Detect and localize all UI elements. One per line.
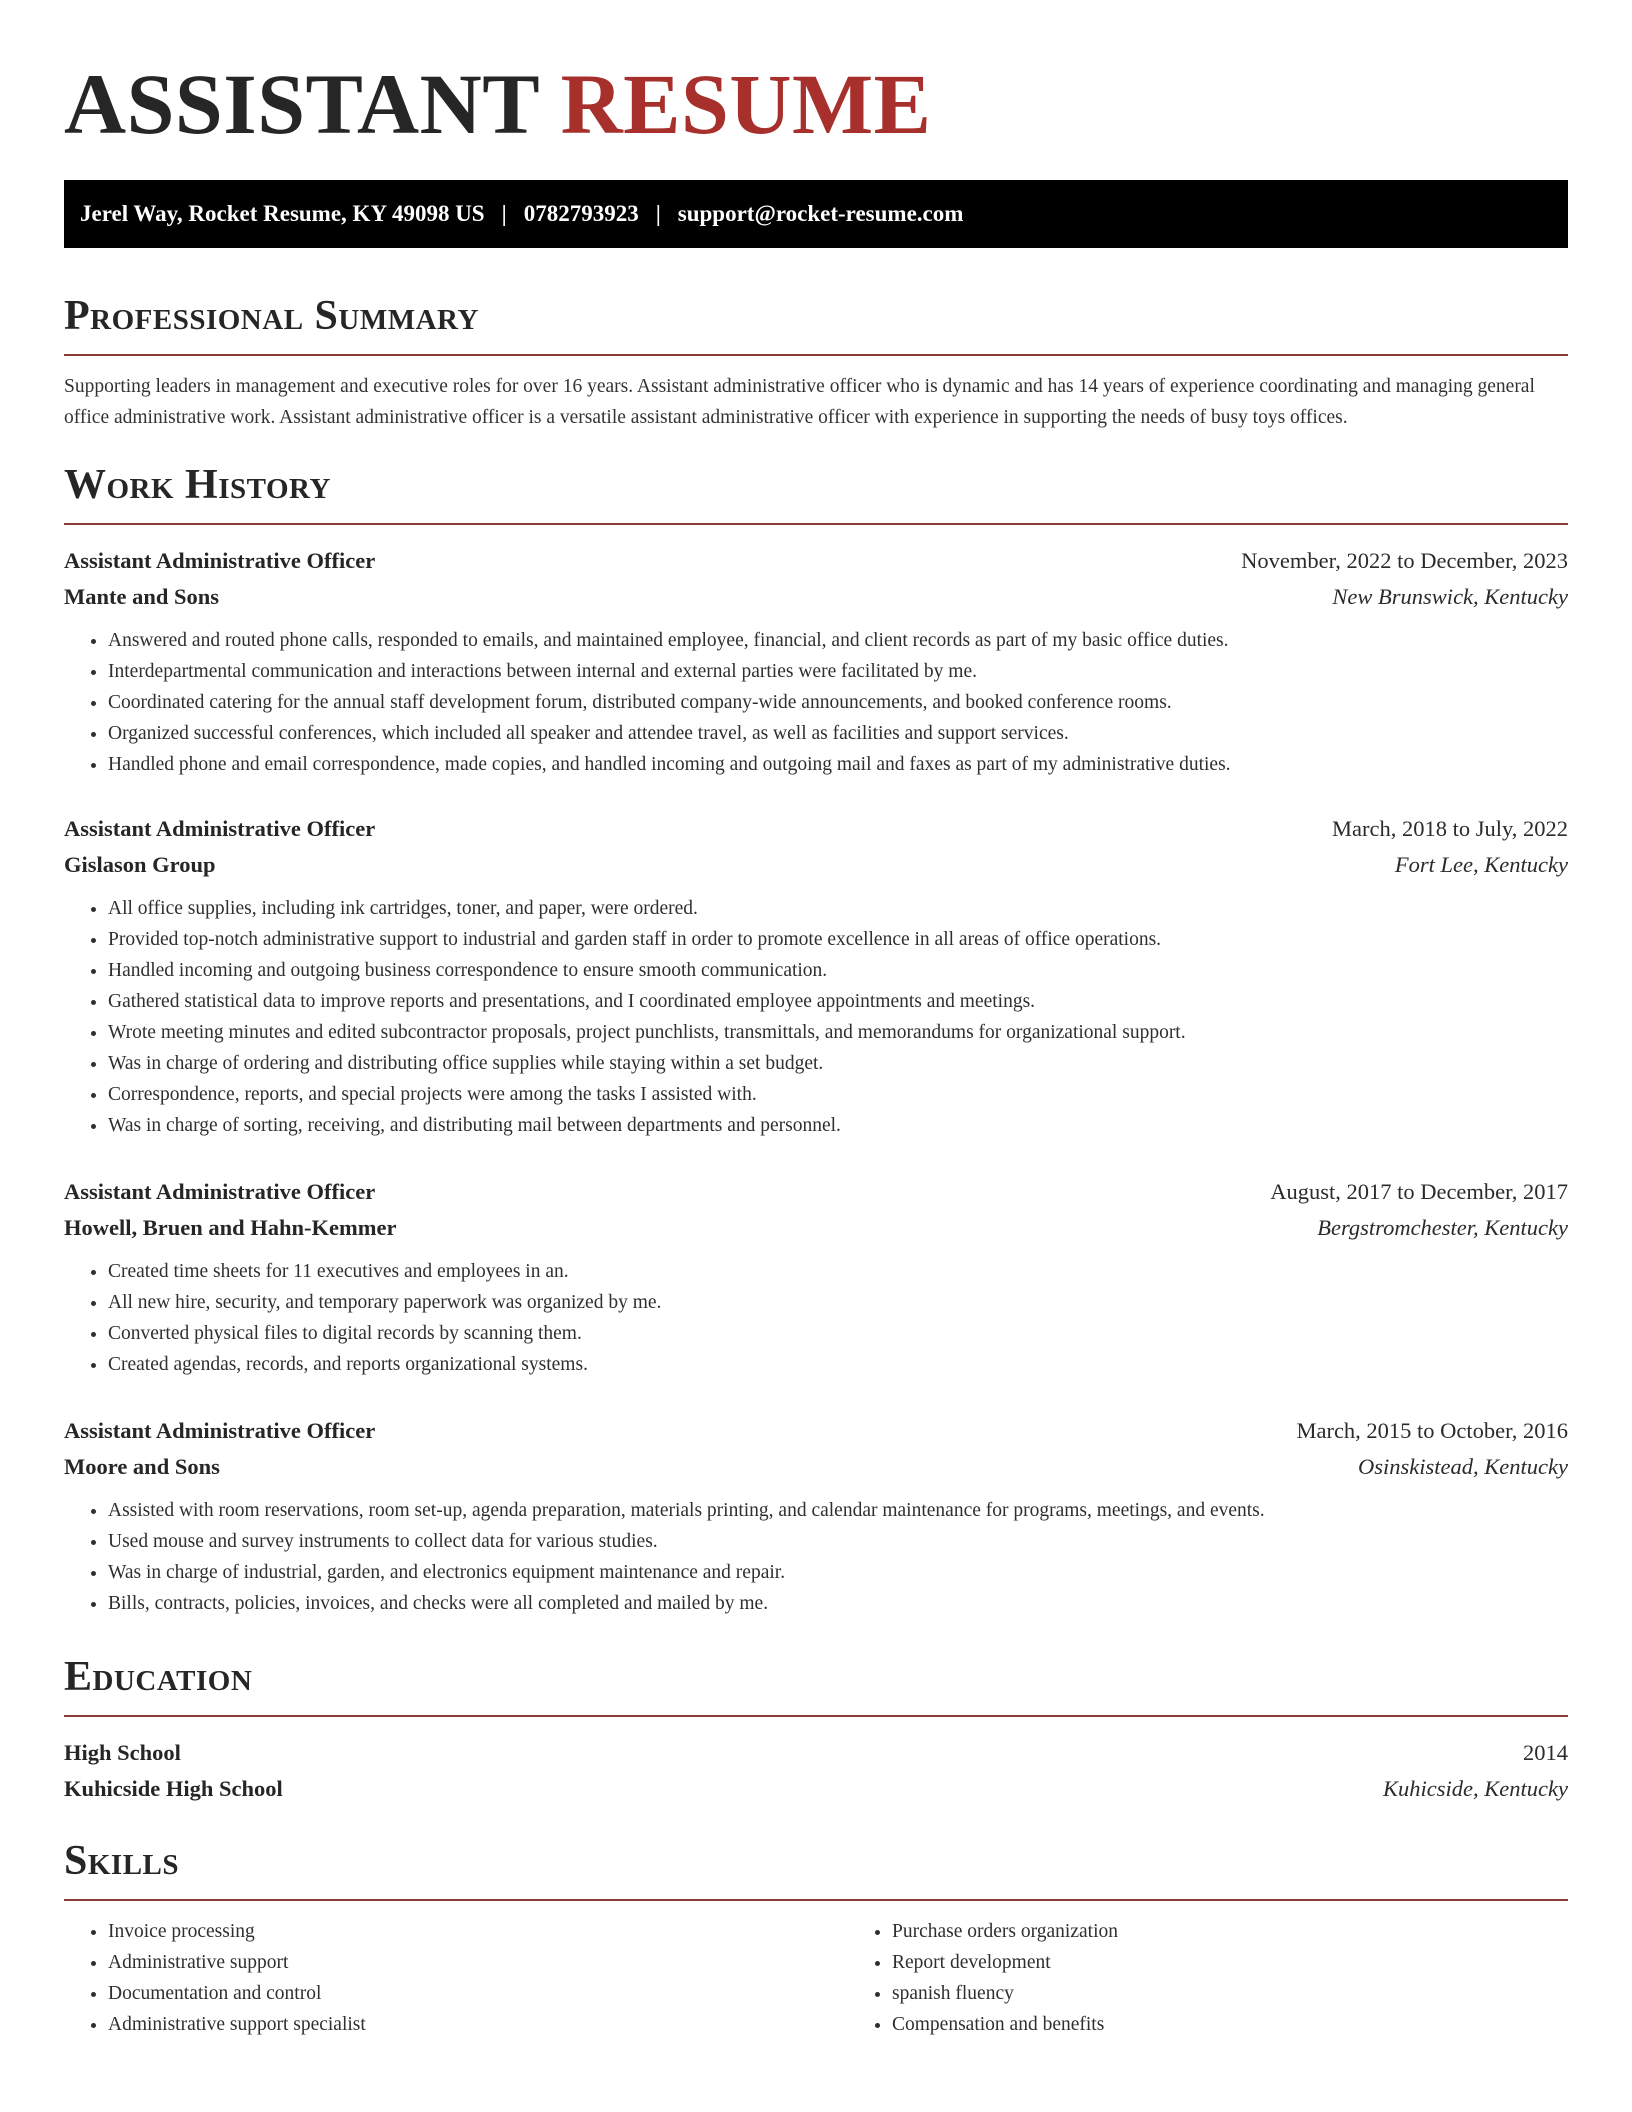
job-location: Fort Lee, Kentucky (1394, 852, 1568, 877)
job-dates: March, 2015 to October, 2016 (1296, 1418, 1568, 1443)
job-duty: • All new hire, security, and temporary paperwork was organized by me. (108, 1287, 1568, 1318)
contact-bar (64, 180, 1568, 248)
job-company: Moore and Sons (64, 1454, 220, 1479)
job-duty: • Converted physical files to digital records by scanning them. (108, 1318, 1568, 1349)
resume-content (64, 0, 1568, 2040)
skill-item: • Administrative support (108, 1947, 848, 1978)
skill-item: • Administrative support specialist (108, 2009, 848, 2040)
job-company-row (64, 579, 1568, 615)
job-duty: • Handled incoming and outgoing business correspondence to ensure smooth communication. (108, 955, 1568, 986)
job-duty: • Interdepartmental communication and interactions between internal and external parties were facilitated by me. (108, 656, 1568, 687)
title-main: ASSISTANT (64, 56, 539, 152)
job-duty: • Created agendas, records, and reports organizational systems. (108, 1349, 1568, 1380)
job-company-row (64, 1449, 1568, 1485)
job-duty: • Used mouse and survey instruments to collect data for various studies. (108, 1526, 1568, 1557)
job-duty: • Created time sheets for 11 executives and employees in an. (108, 1256, 1568, 1287)
job-duties-list (64, 1256, 1568, 1380)
resume-title (64, 58, 1568, 150)
education-section (64, 1653, 1568, 1807)
job-dates: March, 2018 to July, 2022 (1331, 816, 1568, 841)
job-title: Assistant Administrative Officer (64, 1179, 376, 1204)
job-duty: • Was in charge of sorting, receiving, and distributing mail between departments and personnel. (108, 1110, 1568, 1141)
job-duties-list (64, 893, 1568, 1141)
job-dates: August, 2017 to December, 2017 (1270, 1179, 1568, 1204)
job-dates: November, 2022 to December, 2023 (1241, 548, 1568, 573)
section-heading-work-history: Work History (64, 461, 1568, 525)
education-degree: High School (64, 1740, 181, 1765)
job-entry (64, 1413, 1568, 1619)
job-company: Gislason Group (64, 852, 216, 877)
skills-column-2 (848, 1916, 1118, 2040)
job-duty: • Handled phone and email correspondence, made copies, and handled incoming and outgoing mail and faxes as part of my administrative duties. (108, 749, 1568, 780)
education-school-row (64, 1771, 1568, 1807)
contact-separator: | (501, 201, 507, 226)
skill-item: • Compensation and benefits (892, 2009, 1118, 2040)
job-duty: • All office supplies, including ink cartridges, toner, and paper, were ordered. (108, 893, 1568, 924)
contact-email: support@rocket-resume.com (677, 201, 964, 226)
contact-address: Jerel Way, Rocket Resume, KY 49098 US (80, 201, 485, 226)
job-entry (64, 543, 1568, 780)
skill-item: • Documentation and control (108, 1978, 848, 2009)
job-title: Assistant Administrative Officer (64, 816, 376, 841)
job-title-row (64, 811, 1568, 847)
job-title: Assistant Administrative Officer (64, 1418, 376, 1443)
job-duty: • Wrote meeting minutes and edited subcontractor proposals, project punchlists, transmittals, and memorandums for organizational support. (108, 1017, 1568, 1048)
job-title-row (64, 1413, 1568, 1449)
section-heading-education: Education (64, 1653, 1568, 1717)
job-duty: • Provided top-notch administrative support to industrial and garden staff in order to promote excellence in all areas of office operations. (108, 924, 1568, 955)
education-school: Kuhicside High School (64, 1776, 283, 1801)
job-duty: • Bills, contracts, policies, invoices, and checks were all completed and mailed by me. (108, 1588, 1568, 1619)
skills-column-1 (64, 1916, 848, 2040)
job-entry (64, 811, 1568, 1141)
skills-section (64, 1837, 1568, 2040)
job-entry (64, 1174, 1568, 1380)
work-history-section (64, 461, 1568, 1619)
skill-item: • Purchase orders organization (892, 1916, 1118, 1947)
skill-item: • Report development (892, 1947, 1118, 1978)
education-entry (64, 1735, 1568, 1807)
contact-separator: | (655, 201, 661, 226)
contact-phone: 0782793923 (523, 201, 639, 226)
section-heading-summary: Professional Summary (64, 292, 1568, 356)
job-location: New Brunswick, Kentucky (1332, 584, 1568, 609)
job-duties-list (64, 625, 1568, 780)
summary-text: Supporting leaders in management and executive roles for over 16 years. Assistant administrative officer who is dynamic and has 14 years of experience coordinating and managing general office administrative work. Assistant administrative officer is a versatile assistant administrative officer with experience in supporting the needs of busy toys offices. (64, 376, 1535, 428)
education-degree-row (64, 1735, 1568, 1771)
job-duty: • Correspondence, reports, and special projects were among the tasks I assisted with. (108, 1079, 1568, 1110)
job-duty: • Answered and routed phone calls, responded to emails, and maintained employee, financial, and client records as part of my basic office duties. (108, 625, 1568, 656)
section-heading-skills: Skills (64, 1837, 1568, 1901)
title-accent: RESUME (560, 56, 932, 152)
skill-item: • Invoice processing (108, 1916, 848, 1947)
education-location: Kuhicside, Kentucky (1383, 1776, 1568, 1801)
job-duty: • Assisted with room reservations, room set-up, agenda preparation, materials printing, and calendar maintenance for programs, meetings, and events. (108, 1495, 1568, 1526)
job-title: Assistant Administrative Officer (64, 548, 376, 573)
job-duty: • Organized successful conferences, which included all speaker and attendee travel, as well as facilities and support services. (108, 718, 1568, 749)
job-duty: • Was in charge of ordering and distributing office supplies while staying within a set budget. (108, 1048, 1568, 1079)
job-title-row (64, 1174, 1568, 1210)
education-year: 2014 (1523, 1740, 1568, 1765)
job-duty: • Gathered statistical data to improve reports and presentations, and I coordinated employee appointments and meetings. (108, 986, 1568, 1017)
job-duty: • Coordinated catering for the annual staff development forum, distributed company-wide announcements, and booked conference rooms. (108, 687, 1568, 718)
job-company-row (64, 1210, 1568, 1246)
job-company-row (64, 847, 1568, 883)
job-company: Mante and Sons (64, 584, 220, 609)
job-location: Osinskistead, Kentucky (1358, 1454, 1568, 1479)
skills-grid (64, 1916, 1568, 2040)
job-location: Bergstromchester, Kentucky (1317, 1215, 1568, 1240)
summary-section (64, 292, 1568, 433)
skill-item: • spanish fluency (892, 1978, 1118, 2009)
job-company: Howell, Bruen and Hahn-Kemmer (64, 1215, 397, 1240)
job-duties-list (64, 1495, 1568, 1619)
job-duty: • Was in charge of industrial, garden, and electronics equipment maintenance and repair. (108, 1557, 1568, 1588)
job-title-row (64, 543, 1568, 579)
